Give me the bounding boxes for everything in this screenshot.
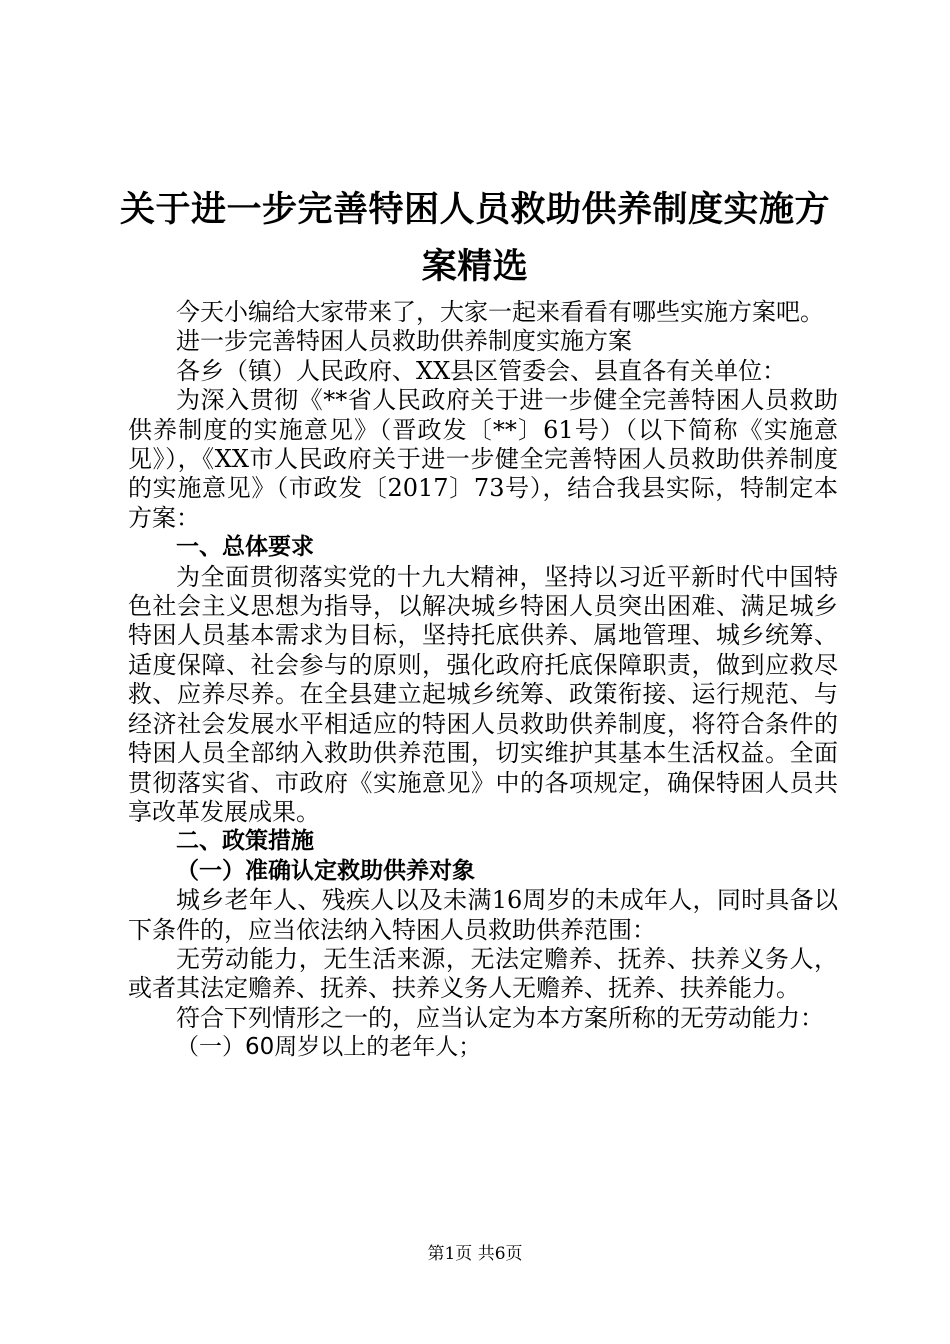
plan-name-paragraph: 进一步完善特困人员救助供养制度实施方案 xyxy=(176,327,632,356)
subsection-heading-support-targets: （一）准确认定救助供养对象 xyxy=(176,857,475,884)
page-indicator: 第1页 共6页 xyxy=(427,1244,523,1264)
conditions-paragraph: 无劳动能力，无生活来源，无法定赡养、抚养、扶养义务人，或者其法定赡养、抚养、扶养义务人无赡养、抚养、扶养能力。 xyxy=(128,944,838,1003)
intro-paragraph: 今天小编给大家带来了，大家一起来看看有哪些实施方案吧。 xyxy=(176,298,824,326)
list-item-elderly: （一）60周岁以上的老年人； xyxy=(176,1034,482,1061)
document-title-line-1: 关于进一步完善特困人员救助供养制度实施方 xyxy=(119,190,830,230)
eligibility-paragraph: 城乡老年人、残疾人以及未满16周岁的未成年人，同时具备以下条件的，应当依法纳入特困人员救助供养范围： xyxy=(128,886,838,944)
addressee-paragraph: 各乡（镇）人民政府、XX县区管委会、县直各有关单位： xyxy=(176,356,787,385)
overall-requirements-paragraph: 为全面贯彻落实党的十九大精神，坚持以习近平新时代中国特色社会主义思想为指导，以解决城乡特困人员突出困难、满足城乡特困人员基本需求为目标，坚持托底供养、属地管理、城乡统筹、适度保障、社会参与的原则，强化政府托底保障职责，做到应救尽救、应养尽养。在全县建立起城乡统筹、政策衔接、运行规范、与经济社会发展水平相适应的特困人员救助供养制度，将符合条件的特困人员全部纳入救助供养范围，切实维护其基本生活权益。全面贯彻落实省、市政府《实施意见》中的各项规定，确保特困人员共享改革发展成果。 xyxy=(128,562,838,826)
purpose-paragraph: 为深入贯彻《**省人民政府关于进一步健全完善特困人员救助供养制度的实施意见》（晋政发〔**〕61号）（以下简称《实施意见》），《XX市人民政府关于进一步健全完善特困人员救助供养制度的实施意见》（市政发〔2017〕73号），结合我县实际，特制定本方案： xyxy=(128,386,838,532)
section-heading-overall-requirements: 一、总体要求 xyxy=(176,534,314,561)
document-title-line-2: 案精选 xyxy=(421,247,529,287)
section-heading-policy-measures: 二、政策措施 xyxy=(176,828,314,855)
incapacity-paragraph: 符合下列情形之一的，应当认定为本方案所称的无劳动能力： xyxy=(176,1003,824,1032)
document-body xyxy=(128,298,838,1063)
